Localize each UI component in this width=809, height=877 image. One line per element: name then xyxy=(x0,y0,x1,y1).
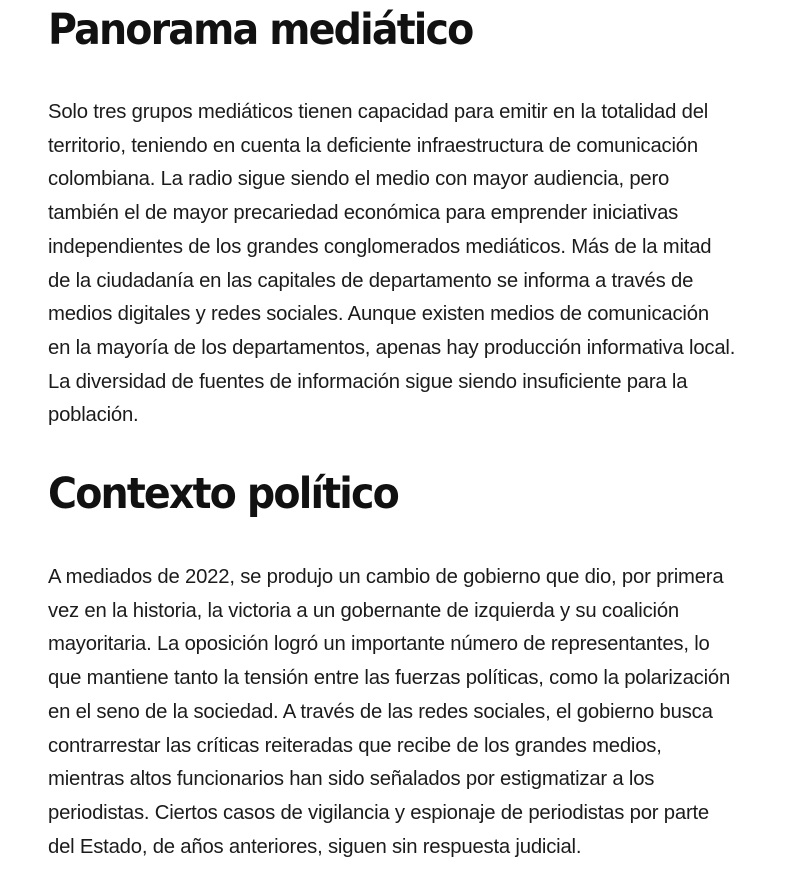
paragraph-line: territorio, teniendo en cuenta la deficiente infraestructura de comunicación xyxy=(48,134,698,157)
paragraph-line: de la ciudadanía en las capitales de departamento se informa a través de xyxy=(48,269,694,292)
paragraph-line: vez en la historia, la victoria a un gobernante de izquierda y su coalición xyxy=(48,599,679,622)
section-contexto-politico xyxy=(48,468,778,864)
paragraph-line: periodistas. Ciertos casos de vigilancia y espionaje de periodistas por parte xyxy=(48,801,710,824)
paragraph-line: Solo tres grupos mediáticos tienen capacidad para emitir en la totalidad del xyxy=(48,101,709,123)
paragraph-line: población. xyxy=(48,404,139,427)
paragraph-line: en el seno de la sociedad. A través de las redes sociales, el gobierno busca xyxy=(48,700,713,723)
section-panorama-mediatico xyxy=(48,4,778,433)
paragraph-line: La diversidad de fuentes de información sigue siendo insuficiente para la xyxy=(48,370,688,393)
section-paragraph xyxy=(48,561,778,864)
paragraph-line: en la mayoría de los departamentos, apenas hay producción informativa local. xyxy=(48,336,736,359)
paragraph-line: colombiana. La radio sigue siendo el medio con mayor audiencia, pero xyxy=(48,168,670,191)
paragraph-line: del Estado, de años anteriores, siguen sin respuesta judicial. xyxy=(48,835,582,858)
paragraph-line: medios digitales y redes sociales. Aunque existen medios de comunicación xyxy=(48,303,709,326)
paragraph-line: que mantiene tanto la tensión entre las fuerzas políticas, como la polarización xyxy=(48,667,731,690)
paragraph-line: mientras altos funcionarios han sido señalados por estigmatizar a los xyxy=(48,768,655,791)
section-paragraph xyxy=(48,96,778,433)
paragraph-line: contrarrestar las críticas reiteradas que recibe de los grandes medios, xyxy=(48,734,662,757)
section-heading: Contexto político xyxy=(48,469,398,519)
paragraph-line: independientes de los grandes conglomerados mediáticos. Más de la mitad xyxy=(48,235,712,258)
paragraph-line: mayoritaria. La oposición logró un importante número de representantes, lo xyxy=(48,633,710,656)
section-heading: Panorama mediático xyxy=(48,5,473,55)
paragraph-line: también el de mayor precariedad económica para emprender iniciativas xyxy=(48,202,679,225)
paragraph-line: A mediados de 2022, se produjo un cambio de gobierno que dio, por primera xyxy=(48,566,724,588)
